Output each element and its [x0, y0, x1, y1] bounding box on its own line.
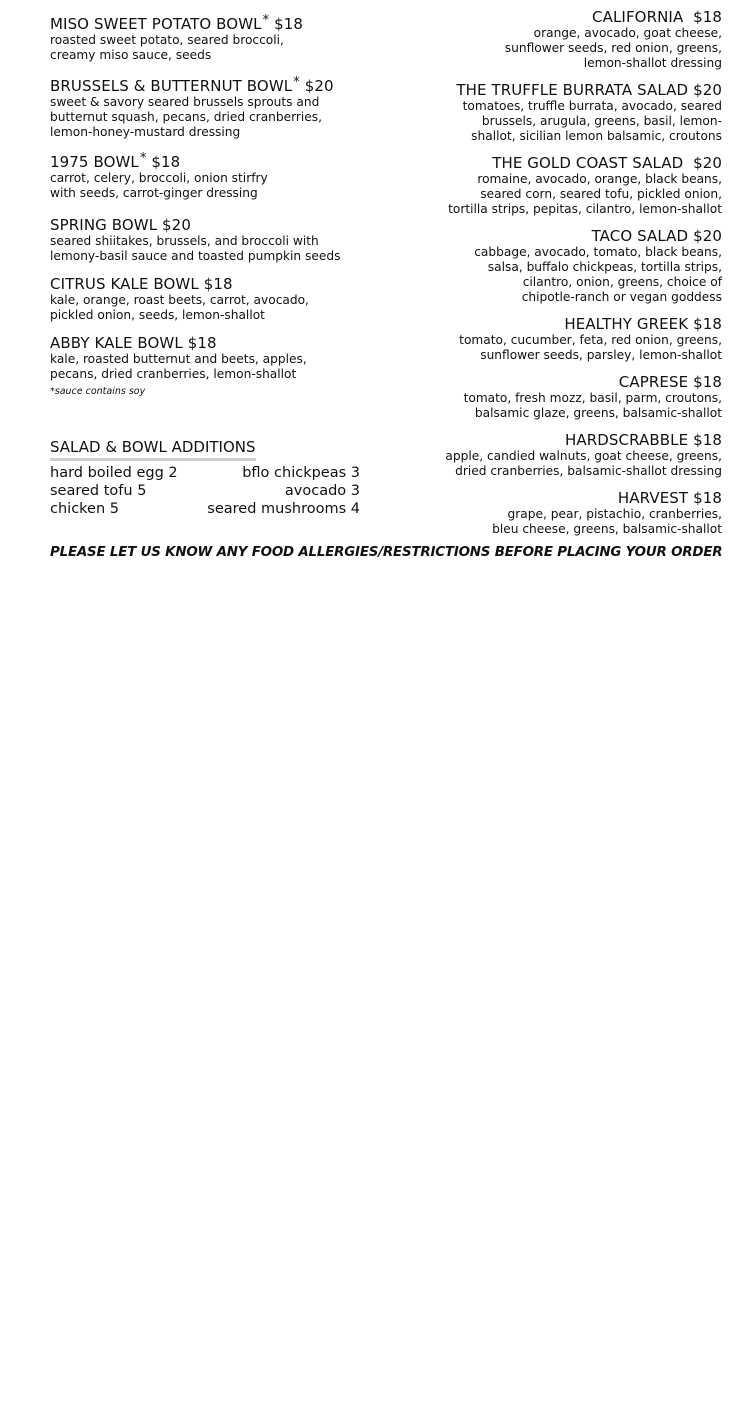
- item-price: $20: [693, 154, 722, 172]
- item-name: MISO SWEET POTATO BOWL: [50, 15, 262, 33]
- item-price: $18: [274, 15, 304, 33]
- item-name: THE GOLD COAST SALAD: [492, 154, 684, 172]
- item-price: $18: [151, 153, 181, 171]
- item-title: [50, 334, 380, 352]
- item-description: romaine, avocado, orange, black beans, seared corn, seared tofu, pickled onion, tortilla strips, pepitas, cilantro, lemon-shallot: [448, 172, 722, 216]
- addition-item: seared tofu 5: [50, 483, 147, 499]
- item-price: $20: [162, 216, 191, 234]
- item-description: tomato, fresh mozz, basil, parm, croutons, balsamic glaze, greens, balsamic-shallot: [463, 391, 722, 420]
- item-description: cabbage, avocado, tomato, black beans, salsa, buffalo chickpeas, tortilla strips, cilantro, onion, greens, choice of chipotle-ranch or vegan goddess: [474, 245, 722, 304]
- item-price: $20: [693, 227, 722, 245]
- item-name: HARDSCRABBLE: [564, 431, 689, 449]
- item-name: THE TRUFFLE BURRATA SALAD: [456, 81, 689, 99]
- addition-row: [50, 482, 360, 500]
- item-price: $18: [693, 373, 722, 391]
- item-title: [50, 150, 380, 171]
- item-price: $18: [693, 431, 722, 449]
- item-price: $18: [187, 334, 217, 352]
- item-name: TACO SALAD: [591, 227, 689, 245]
- addition-item: bflo chickpeas 3: [242, 465, 360, 481]
- menu-item: [420, 489, 722, 537]
- item-name: ABBY KALE BOWL: [50, 334, 183, 352]
- menu-item: [420, 431, 722, 479]
- addition-row: [50, 464, 360, 482]
- bowls-column: [50, 8, 380, 397]
- item-description: apple, candied walnuts, goat cheese, greens, dried cranberries, balsamic-shallot dressing: [445, 449, 722, 478]
- addition-item: seared mushrooms 4: [207, 501, 360, 517]
- menu-item: [50, 334, 380, 382]
- menu-item: [420, 81, 722, 144]
- salads-column: [420, 8, 722, 537]
- item-title: [420, 489, 722, 507]
- item-name: CAPRESE: [618, 373, 689, 391]
- item-star: *: [262, 13, 270, 28]
- item-description: kale, roasted butternut and beets, apples, pecans, dried cranberries, lemon-shallot: [50, 352, 307, 381]
- cropped-text-remnant: [50, 0, 290, 1]
- item-description: carrot, celery, broccoli, onion stirfry with seeds, carrot-ginger dressing: [50, 171, 268, 200]
- item-description: roasted sweet potato, seared broccoli, creamy miso sauce, seeds: [50, 33, 284, 62]
- item-description: kale, orange, roast beets, carrot, avocado, pickled onion, seeds, lemon-shallot: [50, 293, 309, 322]
- additions-heading: SALAD & BOWL ADDITIONS: [50, 438, 256, 461]
- item-title: [420, 154, 722, 172]
- item-description: seared shiitakes, brussels, and broccoli with lemony-basil sauce and toasted pumpkin seeds: [50, 234, 341, 263]
- item-price: $18: [693, 315, 722, 333]
- addition-row: [50, 500, 360, 518]
- item-name: SPRING BOWL: [50, 216, 158, 234]
- item-title: [50, 216, 380, 234]
- item-description: sweet & savory seared brussels sprouts and butternut squash, pecans, dried cranberries, lemon-honey-mustard dressing: [50, 95, 323, 139]
- item-price: $20: [304, 77, 334, 95]
- addition-item: hard boiled egg 2: [50, 465, 178, 481]
- item-description: tomatoes, truffle burrata, avocado, seared brussels, arugula, greens, basil, lemon- shallot, sicilian lemon balsamic, croutons: [462, 99, 722, 143]
- item-price: $18: [693, 489, 722, 507]
- item-name: CALIFORNIA: [592, 8, 684, 26]
- addition-item: avocado 3: [284, 483, 360, 499]
- item-description: tomato, cucumber, feta, red onion, greens, sunflower seeds, parsley, lemon-shallot: [459, 333, 722, 362]
- menu-item: [420, 373, 722, 421]
- additions-list: [50, 464, 360, 518]
- item-name: BRUSSELS & BUTTERNUT BOWL: [50, 77, 293, 95]
- menu-item: [50, 275, 380, 323]
- menu-item: [420, 315, 722, 363]
- item-title: [420, 81, 722, 99]
- item-title: [50, 12, 380, 33]
- menu-item: [50, 150, 380, 201]
- item-price: $18: [203, 275, 233, 293]
- item-star: *: [293, 75, 300, 90]
- soy-footnote: *sauce contains soy: [50, 386, 146, 397]
- item-title: [50, 275, 380, 293]
- item-title: [420, 227, 722, 245]
- item-title: [420, 431, 722, 449]
- item-name: HEALTHY GREEK: [564, 315, 689, 333]
- item-name: CITRUS KALE BOWL: [50, 275, 199, 293]
- addition-item: chicken 5: [50, 501, 119, 517]
- item-title: [50, 74, 380, 95]
- item-title: [420, 373, 722, 391]
- item-price: $18: [693, 8, 722, 26]
- allergy-notice: PLEASE LET US KNOW ANY FOOD ALLERGIES/RESTRICTIONS BEFORE PLACING YOUR ORDER: [50, 545, 723, 560]
- item-name: HARVEST: [617, 489, 689, 507]
- item-star: *: [139, 151, 147, 166]
- menu-item: [420, 227, 722, 305]
- item-price: $20: [693, 81, 722, 99]
- menu-item: [420, 8, 722, 71]
- menu-item: [50, 216, 380, 264]
- item-description: orange, avocado, goat cheese, sunflower seeds, red onion, greens, lemon-shallot dressing: [504, 26, 722, 70]
- item-title: [420, 315, 722, 333]
- item-description: grape, pear, pistachio, cranberries, bleu cheese, greens, balsamic-shallot: [492, 507, 722, 536]
- item-name: 1975 BOWL: [50, 153, 139, 171]
- menu-item: [50, 74, 380, 140]
- item-title: [420, 8, 722, 26]
- menu-item: [420, 154, 722, 217]
- menu-item: [50, 12, 380, 63]
